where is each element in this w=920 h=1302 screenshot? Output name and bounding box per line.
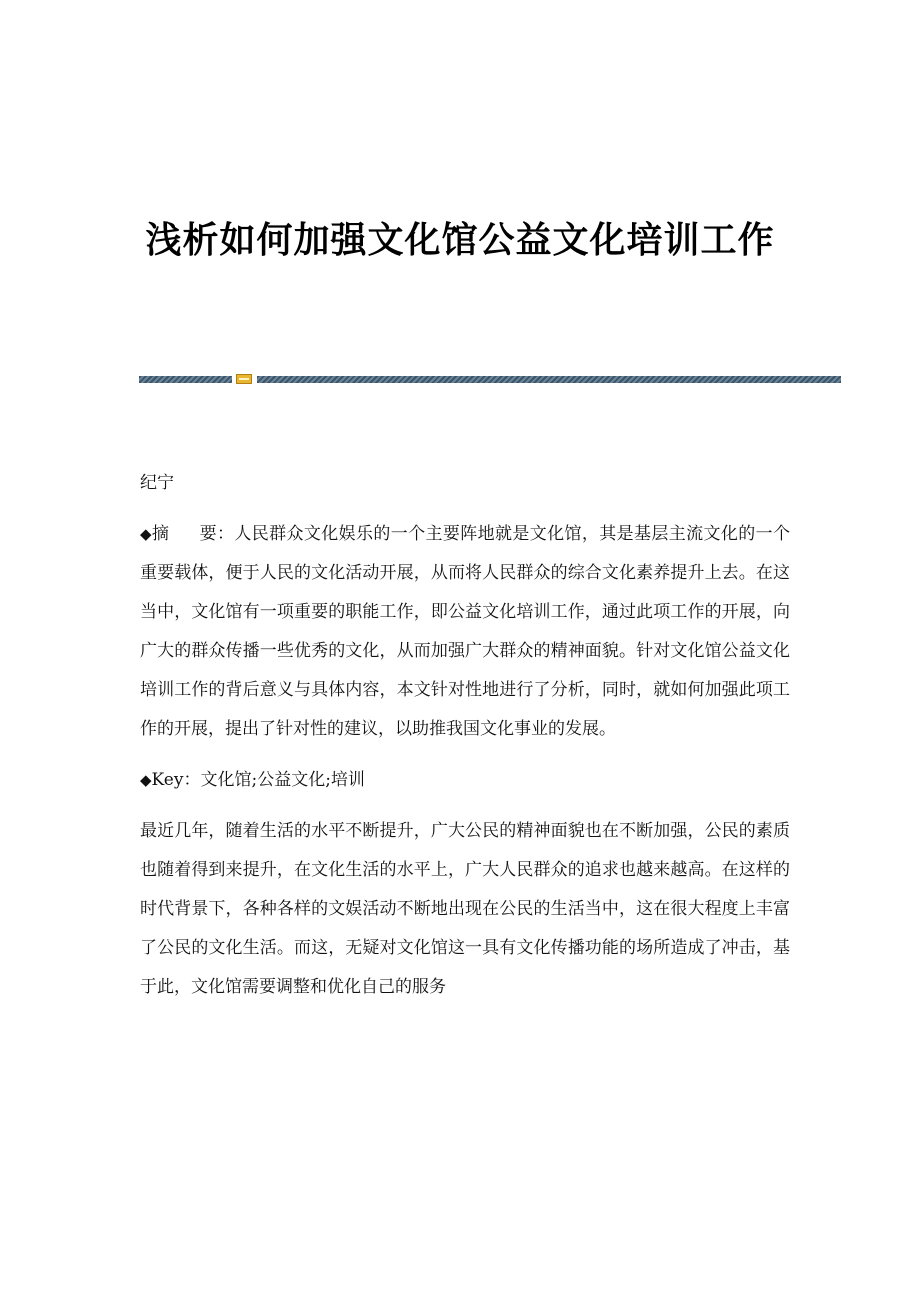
body-paragraph: 最近几年，随着生活的水平不断提升，广大公民的精神面貌也在不断加强，公民的素质也随着得到来提升，在文化生活的水平上，广大人民群众的追求也越来越高。在这样的时代背景下，各种各样的文娱活动不断地出现在公民的生活当中，这在很大程度上丰富了公民的文化生活。而这，无疑对文化馆这一具有文化传播功能的场所造成了冲击，基于此，文化馆需要调整和优化自己的服务	[140, 821, 790, 997]
divider-bar-right	[257, 376, 841, 383]
author: 纪宁	[140, 473, 174, 493]
divider-bar-left	[139, 376, 232, 383]
diamond-bullet-icon: ◆	[140, 525, 152, 543]
abstract-label-end: 要：	[199, 524, 235, 544]
keywords-label: Key：	[151, 770, 201, 790]
abstract-text: 人民群众文化娱乐的一个主要阵地就是文化馆，其是基层主流文化的一个重要载体，便于人民的文化活动开展，从而将人民群众的综合文化素养提升上去。在这当中，文化馆有一项重要的职能工作，即公益文化培训工作，通过此项工作的开展，向广大的群众传播一些优秀的文化，从而加强广大群众的精神面貌。针对文化馆公益文化培训工作的背后意义与具体内容，本文针对性地进行了分析，同时，就如何加强此项工作的开展，提出了针对性的建议，以助推我国文化事业的发展。	[140, 524, 791, 739]
keywords-paragraph	[140, 761, 790, 800]
abstract-paragraph	[140, 515, 790, 749]
divider-emblem-icon	[236, 374, 252, 384]
document-body	[140, 464, 790, 1019]
abstract-label-start: 摘	[151, 524, 170, 544]
keywords-text: 文化馆;公益文化;培训	[200, 770, 365, 790]
diamond-bullet-icon: ◆	[140, 771, 152, 789]
title-divider	[139, 374, 841, 384]
document-title: 浅析如何加强文化馆公益文化培训工作	[145, 219, 775, 261]
